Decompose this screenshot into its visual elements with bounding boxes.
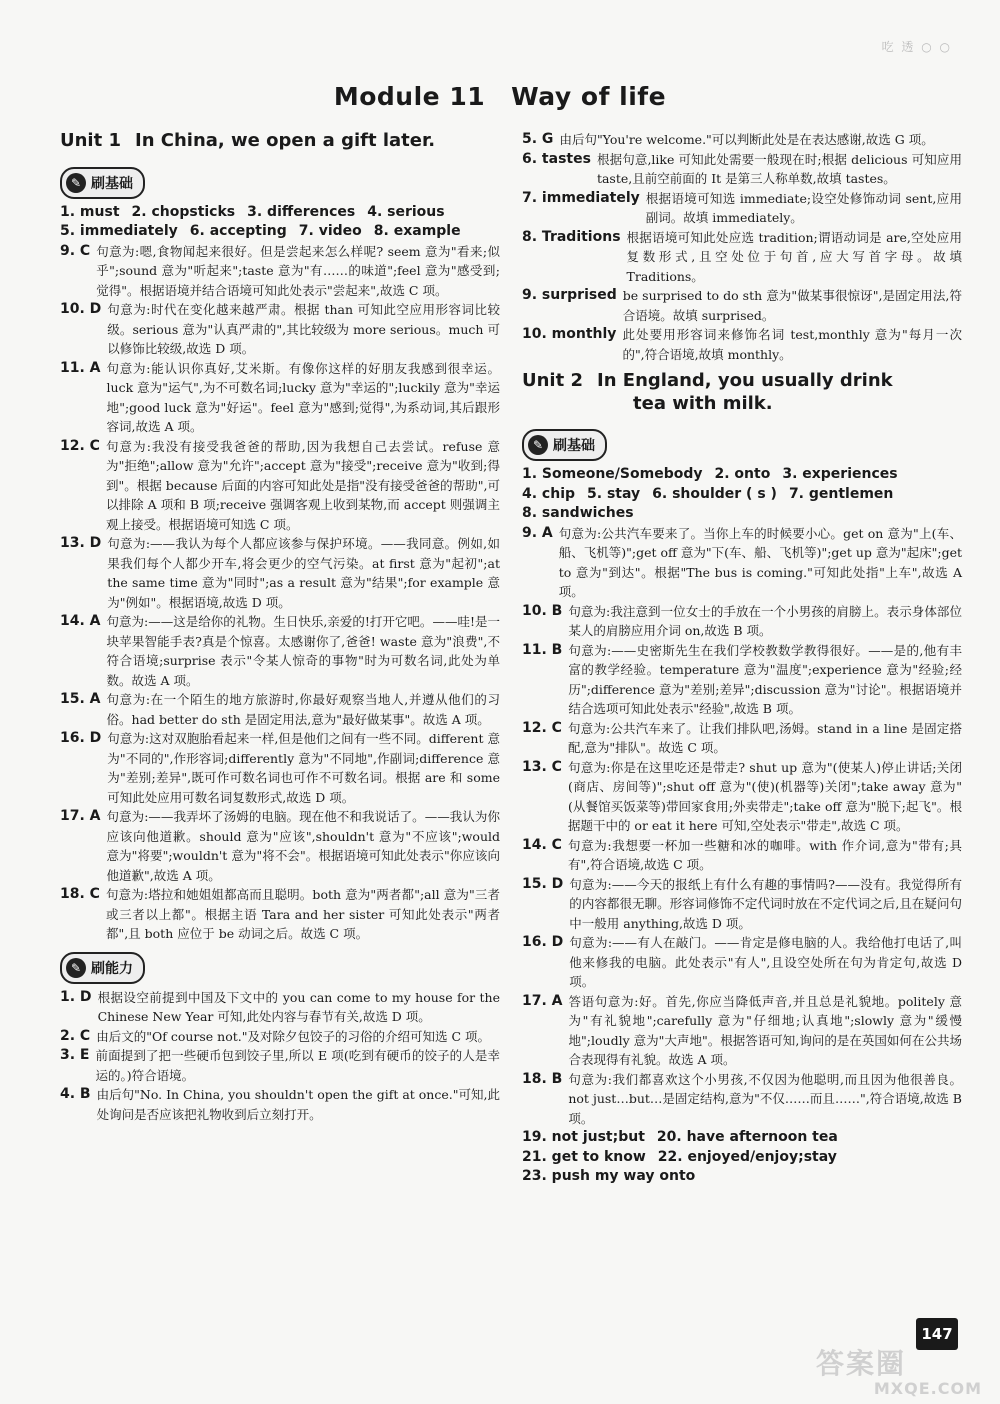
unit2-tail-answers (522, 1128, 962, 1187)
answer-number: 4. B (60, 1086, 91, 1102)
fill-answer: 6. shoulder ( s ) (652, 485, 777, 502)
answer-number: 10. monthly (522, 326, 617, 342)
answer-item (522, 602, 962, 641)
answer-number: 15. D (522, 875, 564, 892)
unit1-fill-answers (60, 203, 500, 242)
answer-item (60, 359, 500, 437)
answer-number: 16. D (60, 730, 102, 746)
watermark-logo (816, 1342, 986, 1398)
unit1-continued-list (522, 130, 962, 364)
fill-answer: 6. accepting (189, 223, 287, 239)
answer-number: 12. C (60, 437, 100, 454)
answer-number: 14. A (60, 613, 101, 629)
fill-answer: 1. must (60, 203, 120, 220)
answer-item (60, 690, 500, 729)
badge-label: 刷能力 (91, 960, 133, 977)
answer-item (522, 758, 962, 836)
fill-answer: 4. serious (367, 203, 445, 220)
answer-explanation: 句意为:我们都喜欢这个小男孩,不仅因为他聪明,而且因为他很善良。not just…but…是固定结构,意为"不仅……而且……",符合语境,故选 B 项。 (568, 1071, 962, 1126)
answer-line (60, 203, 500, 223)
answer-item (522, 130, 962, 150)
module-label: Module 11 (333, 82, 486, 111)
module-name: Way of life (511, 82, 667, 111)
answer-explanation: 句意为:公共汽车要来了。当你上车的时候要小心。get on 意为"上(车、船、飞机等)";get off 意为"下(车、船、飞机等)";get up 意为"起床";get to 意为"到达"。根据"The bus is coming."可知此处指"上车",故选 A 项。 (558, 525, 962, 599)
fill-answer: 2. onto (714, 466, 771, 482)
answer-number: 10. D (60, 301, 102, 317)
answer-item (522, 286, 962, 325)
answer-number: 5. G (522, 131, 554, 147)
unit1-label: Unit 1 (60, 130, 121, 151)
unit2-fill-answers (522, 465, 962, 524)
unit2-answer-list (522, 524, 962, 1129)
fill-answer: 8. example (373, 223, 461, 239)
answer-explanation: 由后文的"Of course not."及对除夕包饺子的习俗的介绍可知选 C 项。 (96, 1028, 490, 1044)
answer-explanation: 此处要用形容词来修饰名词 test,monthly 意为"每月一次的",符合语境,故填 monthly。 (622, 327, 962, 362)
fill-answer: 5. stay (587, 485, 641, 502)
answer-number: 13. D (60, 535, 102, 551)
answer-item (60, 807, 500, 885)
header-mark: 吃 透 ○ ○ (881, 40, 952, 54)
pencil-icon: ✎ (528, 435, 548, 455)
answer-item (522, 875, 962, 934)
answer-item (60, 437, 500, 535)
answer-explanation: 根据语境可知此处应选 tradition;谓语动词是 are,空处应用复数形式,且空处位于句首,应大写首字母。故填 Traditions。 (626, 229, 962, 284)
answer-number: 12. C (522, 719, 562, 736)
left-column (60, 130, 500, 1124)
fill-answer: 1. Someone/Somebody (522, 466, 703, 482)
answer-explanation: 句意为:我注意到一位女士的手放在一个小男孩的肩膀上。表示身体部位某人的肩膀应用介词 on,故选 B 项。 (568, 603, 962, 638)
unit1-title (60, 130, 500, 153)
answer-line (60, 222, 500, 242)
answer-explanation: 句意为:——有人在敲门。——肯定是修电脑的人。我给他打电话了,叫他来修我的电脑。此处表示"有人",且设空处所在句为肯定句,故选 D 项。 (569, 935, 962, 989)
answer-number: 15. A (60, 691, 101, 707)
fill-answer: 22. enjoyed/enjoy;stay (657, 1148, 837, 1165)
fill-answer: 5. immediately (60, 223, 178, 239)
answer-item (522, 228, 962, 287)
ability-practice-badge (60, 952, 145, 984)
answer-explanation: 根据设空前提到中国及下文中的 you can come to my house for the Chinese New Year 可知,此处内容与春节有关,故选 D 项。 (97, 989, 500, 1024)
answer-line (522, 1128, 962, 1148)
answer-item (60, 1027, 500, 1047)
answer-explanation: 句意为:塔拉和她姐姐都高而且聪明。both 意为"两者都";all 意为"三者或三者以上都"。根据主语 Tara and her sister 可知此处表示"两者都",且 both 应位于 be 动词之后。故选 C 项。 (105, 887, 500, 941)
answer-explanation: 句意为:你是在这里吃还是带走? shut up 意为"(使某人)停止讲话;关闭(商店、房间等)";shut off 意为"(使)(机器等)关闭";take away 意为"(从餐馆买饭菜等)带回家食用;外卖带走";take off 意为"脱下;起飞"。根据题干中的 or eat it here 可知,空处表示"带走",故选 C 项。 (567, 759, 962, 833)
answer-number: 6. tastes (522, 150, 591, 167)
answer-explanation: 由后句"You're welcome."可以判断此处是在表达感谢,故选 G 项。 (559, 132, 934, 147)
answer-explanation: 句意为:公共汽车来了。让我们排队吧,汤姆。stand in a line 是固定搭配,意为"排队"。故选 C 项。 (567, 720, 962, 755)
answer-number: 9. surprised (522, 287, 617, 303)
answer-item (60, 534, 500, 612)
answer-item (60, 729, 500, 807)
answer-explanation: 句意为:——史密斯先生在我们学校教数学教得很好。——是的,他有丰富的教学经验。temperature 意为"温度";experience 意为"经验;经历";difference 意为"差别;差异";discussion 意为"讨论"。根据语境并结合选项可知此处表示"经验",故选 B 项。 (568, 642, 962, 716)
answer-number: 9. C (60, 242, 91, 259)
watermark-text: 答案圈 (816, 1347, 907, 1380)
answer-number: 18. C (60, 886, 100, 902)
answer-line (522, 504, 962, 524)
answer-number: 2. C (60, 1027, 91, 1044)
fill-answer: 20. have afternoon tea (656, 1129, 838, 1145)
answer-explanation: 句意为:嗯,食物闻起来很好。但是尝起来怎么样呢? seem 意为"看来;似乎";sound 意为"听起来";taste 意为"有……的味道";feel 意为"感受到;觉得"。根据语境并结合语境可知此处表示"尝起来",故选 C 项。 (96, 243, 500, 298)
answer-number: 8. Traditions (522, 228, 621, 245)
answer-explanation: 答语句意为:好。首先,你应当降低声音,并且总是礼貌地。politely 意为"有礼貌地";carefully 意为"仔细地;认真地";slowly 意为"缓慢地";loudly 意为"大声地"。根据答语可知,询问的是在英国如何在公共场合表现得有礼貌。故选 A 项。 (568, 993, 962, 1067)
unit2-label: Unit 2 (522, 370, 583, 391)
unit1-ability-list (60, 988, 500, 1125)
answer-number: 3. E (60, 1047, 90, 1063)
basic-practice-badge (522, 429, 607, 461)
answer-number: 17. A (522, 992, 563, 1009)
answer-item (60, 242, 500, 301)
answer-item (60, 300, 500, 359)
answer-item (60, 1046, 500, 1085)
unit1-heading: In China, we open a gift later. (135, 130, 436, 151)
answer-line (522, 465, 962, 485)
answer-item (522, 189, 962, 228)
answer-item (60, 1085, 500, 1124)
answer-item (522, 641, 962, 719)
watermark-url: MXQE.COM (873, 1379, 982, 1398)
answer-explanation: 句意为:时代在变化越来越严肃。根据 than 可知此空应用形容词比较级。serious 意为"认真严肃的",其比较级为 more serious。much 可以修饰比较级,故选 D 项。 (107, 302, 500, 356)
fill-answer: 3. differences (247, 203, 356, 220)
basic-practice-badge (60, 167, 145, 199)
answer-explanation: 句意为:——我弄坏了汤姆的电脑。现在他不和我说话了。——我认为你应该向他道歉。should 意为"应该",shouldn't 意为"不应该";would 意为"将要";wouldn't 意为"将不会"。根据语境可知此处表示"你应该向他道歉",故选 A 项。 (106, 809, 500, 883)
answer-explanation: 句意为:这对双胞胎看起来一样,但是他们之间有一些不同。different 意为"不同的",作形容词;differently 意为"不同地",作副词;difference 意为"差别;差异",既可作可数名词也可作不可数名词。根据 are 和 some 可知此处应用可数名词复数形式,故选 D 项。 (107, 731, 500, 805)
right-column (522, 130, 962, 1187)
answer-number: 14. C (522, 836, 562, 853)
answer-number: 9. A (522, 524, 553, 541)
answer-item (60, 885, 500, 944)
badge-label: 刷基础 (553, 438, 595, 454)
answer-item (522, 150, 962, 189)
answer-explanation: 根据句意,like 可知此处需要一般现在时;根据 delicious 可知应用 taste,且前空前面的 It 是第三人称单数,故填 tastes。 (596, 151, 962, 186)
answer-number: 16. D (522, 934, 564, 950)
answer-item (60, 612, 500, 690)
answer-item (522, 719, 962, 758)
answer-number: 1. D (60, 988, 92, 1005)
answer-line (522, 485, 962, 505)
fill-answer: 19. not just;but (522, 1129, 645, 1145)
answer-explanation: 句意为:我没有接受我爸爸的帮助,因为我想自己去尝试。refuse 意为"拒绝";allow 意为"允许";accept 意为"接受";receive 意为"收到;得到"。根据 because 后面的内容可知此处是指"没有接受爸爸的帮助",可以排除 A 项和 B 项;receive 强调客观上收到某物,而 accept 则强调主观上接受。根据语境可知选 C 项。 (105, 438, 500, 532)
answer-explanation: 句意为:——今天的报纸上有什么有趣的事情吗?——没有。我觉得所有的内容都很无聊。形容词修饰不定代词时放在不定代词之后,且在疑问句中一般用 anything,故选 D 项。 (569, 876, 962, 931)
answer-item (522, 1070, 962, 1129)
fill-answer: 2. chopsticks (131, 203, 236, 220)
answer-number: 17. A (60, 808, 101, 824)
answer-number: 13. C (522, 758, 562, 775)
fill-answer: 3. experiences (782, 466, 898, 482)
answer-explanation: 句意为:在一个陌生的地方旅游时,你最好观察当地人,并遵从他们的习俗。had better do sth 是固定用法,意为"最好做某事"。故选 A 项。 (106, 692, 500, 727)
pencil-icon: ✎ (66, 958, 86, 978)
fill-answer: 21. get to know (522, 1148, 646, 1165)
unit1-answer-list (60, 242, 500, 944)
pencil-icon: ✎ (66, 173, 86, 193)
fill-answer: 4. chip (522, 485, 576, 502)
answer-item (522, 992, 962, 1070)
answer-number: 18. B (522, 1070, 563, 1087)
answer-line (522, 1148, 962, 1168)
fill-answer: 8. sandwiches (522, 505, 634, 521)
answer-explanation: 前面提到了把一些硬币包到饺子里,所以 E 项(吃到有硬币的饺子的人是幸运的。)符合语境。 (95, 1048, 500, 1083)
answer-number: 11. A (60, 359, 101, 376)
answer-explanation: 句意为:能认识你真好,艾米斯。有像你这样的好朋友我感到很幸运。luck 意为"运气",为不可数名词;lucky 意为"幸运的";luckily 意为"幸运地";good luck 意为"好运"。feel 意为"感到;觉得",为系动词,其后跟形容词,故选 A 项。 (106, 360, 500, 434)
unit2-title (522, 370, 962, 415)
answer-item (522, 524, 962, 602)
answer-explanation: 句意为:——我认为每个人都应该参与保护环境。——我同意。例如,如果我们每个人都少开车,将会更少的空气污染。at first 意为"起初";at the same time 意为"同时";as a result 意为"结果";for example 意为"例如"。根据语境,故选 D 项。 (107, 536, 500, 610)
answer-item (60, 988, 500, 1027)
unit2-heading-line2: tea with milk. (633, 392, 773, 414)
badge-label: 刷基础 (91, 175, 133, 192)
unit2-heading-line1: In England, you usually drink (597, 370, 893, 391)
answer-explanation: be surprised to do sth 意为"做某事很惊讶",是固定用法,符合语境。故填 surprised。 (622, 288, 962, 323)
module-title (0, 82, 1000, 111)
fill-answer: 7. gentlemen (788, 485, 894, 502)
answer-item (522, 933, 962, 992)
answer-item (522, 325, 962, 364)
answer-number: 7. immediately (522, 189, 640, 206)
answer-explanation: 句意为:——这是给你的礼物。生日快乐,亲爱的!打开它吧。——哇!是一块苹果智能手表?真是个惊喜。太感谢你了,爸爸! waste 意为"浪费",不符合语境;surprise 表示"令某人惊奇的事物"时为可数名词,此处为单数。故选 A 项。 (106, 614, 500, 688)
answer-number: 10. B (522, 602, 563, 619)
page-number: 147 (916, 1318, 958, 1350)
answer-number: 11. B (522, 641, 563, 658)
fill-answer: 7. video (298, 223, 362, 239)
fill-answer: 23. push my way onto (522, 1168, 696, 1184)
answer-explanation: 由后句"No. In China, you shouldn't open the gift at once."可知,此处询问是否应该把礼物收到后立刻打开。 (96, 1087, 500, 1122)
answer-item (522, 836, 962, 875)
answer-explanation: 根据语境可知选 immediate;设空处修饰动词 sent,应用副词。故填 immediately。 (645, 190, 962, 225)
answer-line (522, 1167, 962, 1187)
answer-explanation: 句意为:我想要一杯加一些糖和冰的咖啡。with 作介词,意为"带有;具有",符合语境,故选 C 项。 (567, 837, 962, 872)
